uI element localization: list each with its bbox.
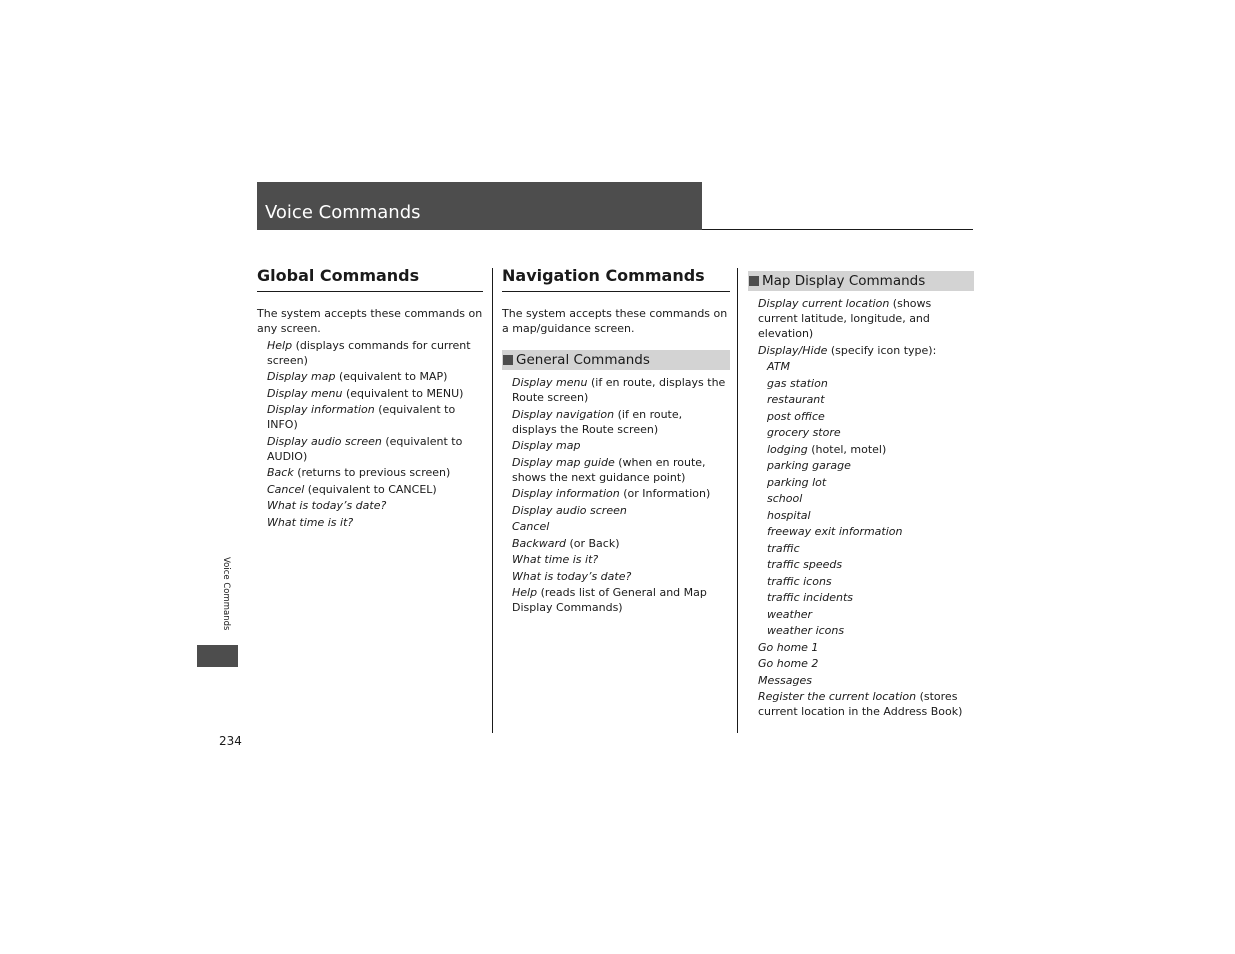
command-item bbox=[748, 359, 974, 374]
command-note: (or Information) bbox=[619, 487, 711, 500]
command-phrase: What time is it? bbox=[512, 553, 599, 566]
global-commands-column bbox=[257, 265, 483, 531]
command-phrase: restaurant bbox=[767, 393, 825, 406]
command-phrase: Cancel bbox=[512, 520, 550, 533]
map-display-commands-list bbox=[748, 296, 974, 719]
command-phrase: parking lot bbox=[767, 475, 827, 489]
global-commands-intro: The system accepts these commands on any screen. bbox=[257, 307, 483, 335]
command-phrase: Display navigation bbox=[512, 407, 615, 421]
command-item bbox=[257, 386, 483, 401]
command-item bbox=[748, 392, 974, 407]
command-item bbox=[748, 458, 974, 473]
command-phrase: Back bbox=[267, 466, 294, 479]
command-note: (hotel, motel) bbox=[807, 442, 887, 456]
command-item bbox=[748, 343, 974, 358]
command-item bbox=[257, 338, 483, 368]
command-item bbox=[502, 503, 730, 518]
command-item bbox=[748, 296, 974, 341]
page-number: 234 bbox=[219, 734, 242, 748]
command-note: (or Back) bbox=[565, 536, 620, 550]
command-item bbox=[748, 376, 974, 391]
command-phrase: traffic incidents bbox=[767, 591, 854, 604]
command-item bbox=[748, 508, 974, 523]
command-item bbox=[748, 689, 974, 719]
command-item bbox=[257, 465, 483, 480]
command-phrase: Display information bbox=[267, 403, 375, 416]
command-item bbox=[257, 369, 483, 384]
page-title: Voice Commands bbox=[265, 202, 421, 223]
command-item bbox=[502, 375, 730, 405]
square-bullet-icon bbox=[503, 355, 513, 365]
title-bar bbox=[257, 182, 702, 230]
command-phrase: Display current location bbox=[758, 297, 890, 310]
command-item bbox=[748, 557, 974, 572]
command-phrase: school bbox=[767, 492, 803, 505]
command-phrase: Display map bbox=[512, 439, 581, 452]
command-item bbox=[748, 409, 974, 424]
command-phrase: hospital bbox=[767, 508, 811, 522]
command-note: (equivalent to MAP) bbox=[335, 370, 448, 383]
command-phrase: Cancel bbox=[267, 482, 305, 496]
command-phrase: ATM bbox=[767, 360, 790, 373]
subheading-label: Map Display Commands bbox=[762, 273, 926, 289]
command-phrase: Display audio screen bbox=[512, 503, 627, 517]
general-commands-list bbox=[502, 375, 730, 615]
square-bullet-icon bbox=[749, 276, 759, 286]
command-item bbox=[502, 438, 730, 453]
command-phrase: parking garage bbox=[767, 459, 851, 472]
command-phrase: Display map guide bbox=[512, 455, 615, 469]
command-item bbox=[748, 623, 974, 638]
command-phrase: lodging bbox=[767, 442, 808, 456]
command-item bbox=[502, 552, 730, 567]
command-note: (specify icon type): bbox=[827, 343, 937, 357]
command-item bbox=[502, 569, 730, 584]
command-note: (displays commands for current screen) bbox=[267, 338, 471, 367]
column-divider bbox=[492, 268, 493, 733]
map-display-commands-column bbox=[748, 265, 974, 721]
command-item bbox=[257, 402, 483, 432]
command-item bbox=[502, 536, 730, 551]
navigation-commands-intro: The system accepts these commands on a map/guidance screen. bbox=[502, 307, 728, 335]
command-item bbox=[748, 491, 974, 506]
side-section-label: Voice Commands bbox=[221, 557, 231, 631]
command-item bbox=[748, 656, 974, 671]
command-item bbox=[257, 515, 483, 530]
command-phrase: Display information bbox=[512, 487, 620, 500]
command-phrase: Backward bbox=[512, 536, 566, 550]
section-tab bbox=[197, 645, 238, 667]
command-item bbox=[748, 640, 974, 655]
command-item bbox=[748, 524, 974, 539]
subheading-label: General Commands bbox=[516, 352, 650, 368]
command-phrase: traffic bbox=[767, 541, 800, 555]
command-phrase: Display map bbox=[267, 370, 336, 383]
command-item bbox=[257, 482, 483, 497]
command-phrase: Messages bbox=[758, 673, 812, 687]
command-phrase: traffic speeds bbox=[767, 558, 843, 571]
command-phrase: Go home 1 bbox=[758, 640, 819, 654]
map-display-commands-subheading bbox=[748, 271, 974, 291]
global-commands-list bbox=[257, 338, 483, 530]
command-item bbox=[502, 519, 730, 534]
navigation-commands-heading: Navigation Commands bbox=[502, 265, 730, 292]
command-phrase: What is today’s date? bbox=[512, 569, 632, 583]
command-item bbox=[748, 607, 974, 622]
command-phrase: freeway exit information bbox=[767, 525, 903, 538]
command-phrase: traffic icons bbox=[767, 574, 832, 588]
column-divider bbox=[737, 268, 738, 733]
command-phrase: Display menu bbox=[512, 376, 588, 389]
general-commands-subheading bbox=[502, 350, 730, 370]
command-phrase: What is today’s date? bbox=[267, 499, 387, 512]
command-item bbox=[502, 486, 730, 501]
command-note: (equivalent to INFO) bbox=[267, 403, 456, 431]
command-phrase: Display audio screen bbox=[267, 434, 382, 448]
global-commands-heading: Global Commands bbox=[257, 265, 483, 292]
command-note: (equivalent to AUDIO) bbox=[267, 434, 463, 463]
command-phrase: Help bbox=[267, 338, 293, 352]
command-item bbox=[748, 574, 974, 589]
command-note: (stores current location in the Address Book) bbox=[758, 690, 963, 718]
command-note: (equivalent to MENU) bbox=[342, 386, 464, 400]
command-note: (equivalent to CANCEL) bbox=[304, 482, 437, 496]
command-phrase: What time is it? bbox=[267, 515, 354, 529]
command-phrase: gas station bbox=[767, 376, 828, 390]
command-item bbox=[257, 434, 483, 464]
command-phrase: Display/Hide bbox=[758, 343, 828, 357]
command-note: (if en route, displays the Route screen) bbox=[512, 407, 683, 436]
command-phrase: weather bbox=[767, 607, 813, 621]
command-phrase: grocery store bbox=[767, 426, 841, 439]
command-item bbox=[748, 425, 974, 440]
command-note: (shows current latitude, longitude, and elevation) bbox=[758, 297, 932, 340]
command-phrase: post office bbox=[767, 409, 825, 423]
command-phrase: Display menu bbox=[267, 386, 343, 400]
command-item bbox=[502, 455, 730, 485]
command-phrase: weather icons bbox=[767, 624, 845, 637]
command-note: (returns to previous screen) bbox=[293, 466, 451, 479]
navigation-commands-column bbox=[502, 265, 730, 617]
command-item bbox=[257, 498, 483, 513]
command-item bbox=[748, 590, 974, 605]
command-note: (if en route, displays the Route screen) bbox=[512, 376, 726, 404]
command-item bbox=[748, 442, 974, 457]
title-rule bbox=[702, 229, 973, 230]
command-phrase: Go home 2 bbox=[758, 657, 819, 670]
command-item bbox=[748, 475, 974, 490]
command-phrase: Register the current location bbox=[758, 690, 917, 703]
command-note: (when en route, shows the next guidance point) bbox=[512, 455, 706, 484]
command-item bbox=[748, 673, 974, 688]
command-item bbox=[748, 541, 974, 556]
command-phrase: Help bbox=[512, 586, 538, 599]
command-note: (reads list of General and Map Display Commands) bbox=[512, 586, 707, 614]
command-item bbox=[502, 585, 730, 615]
command-item bbox=[502, 407, 730, 437]
